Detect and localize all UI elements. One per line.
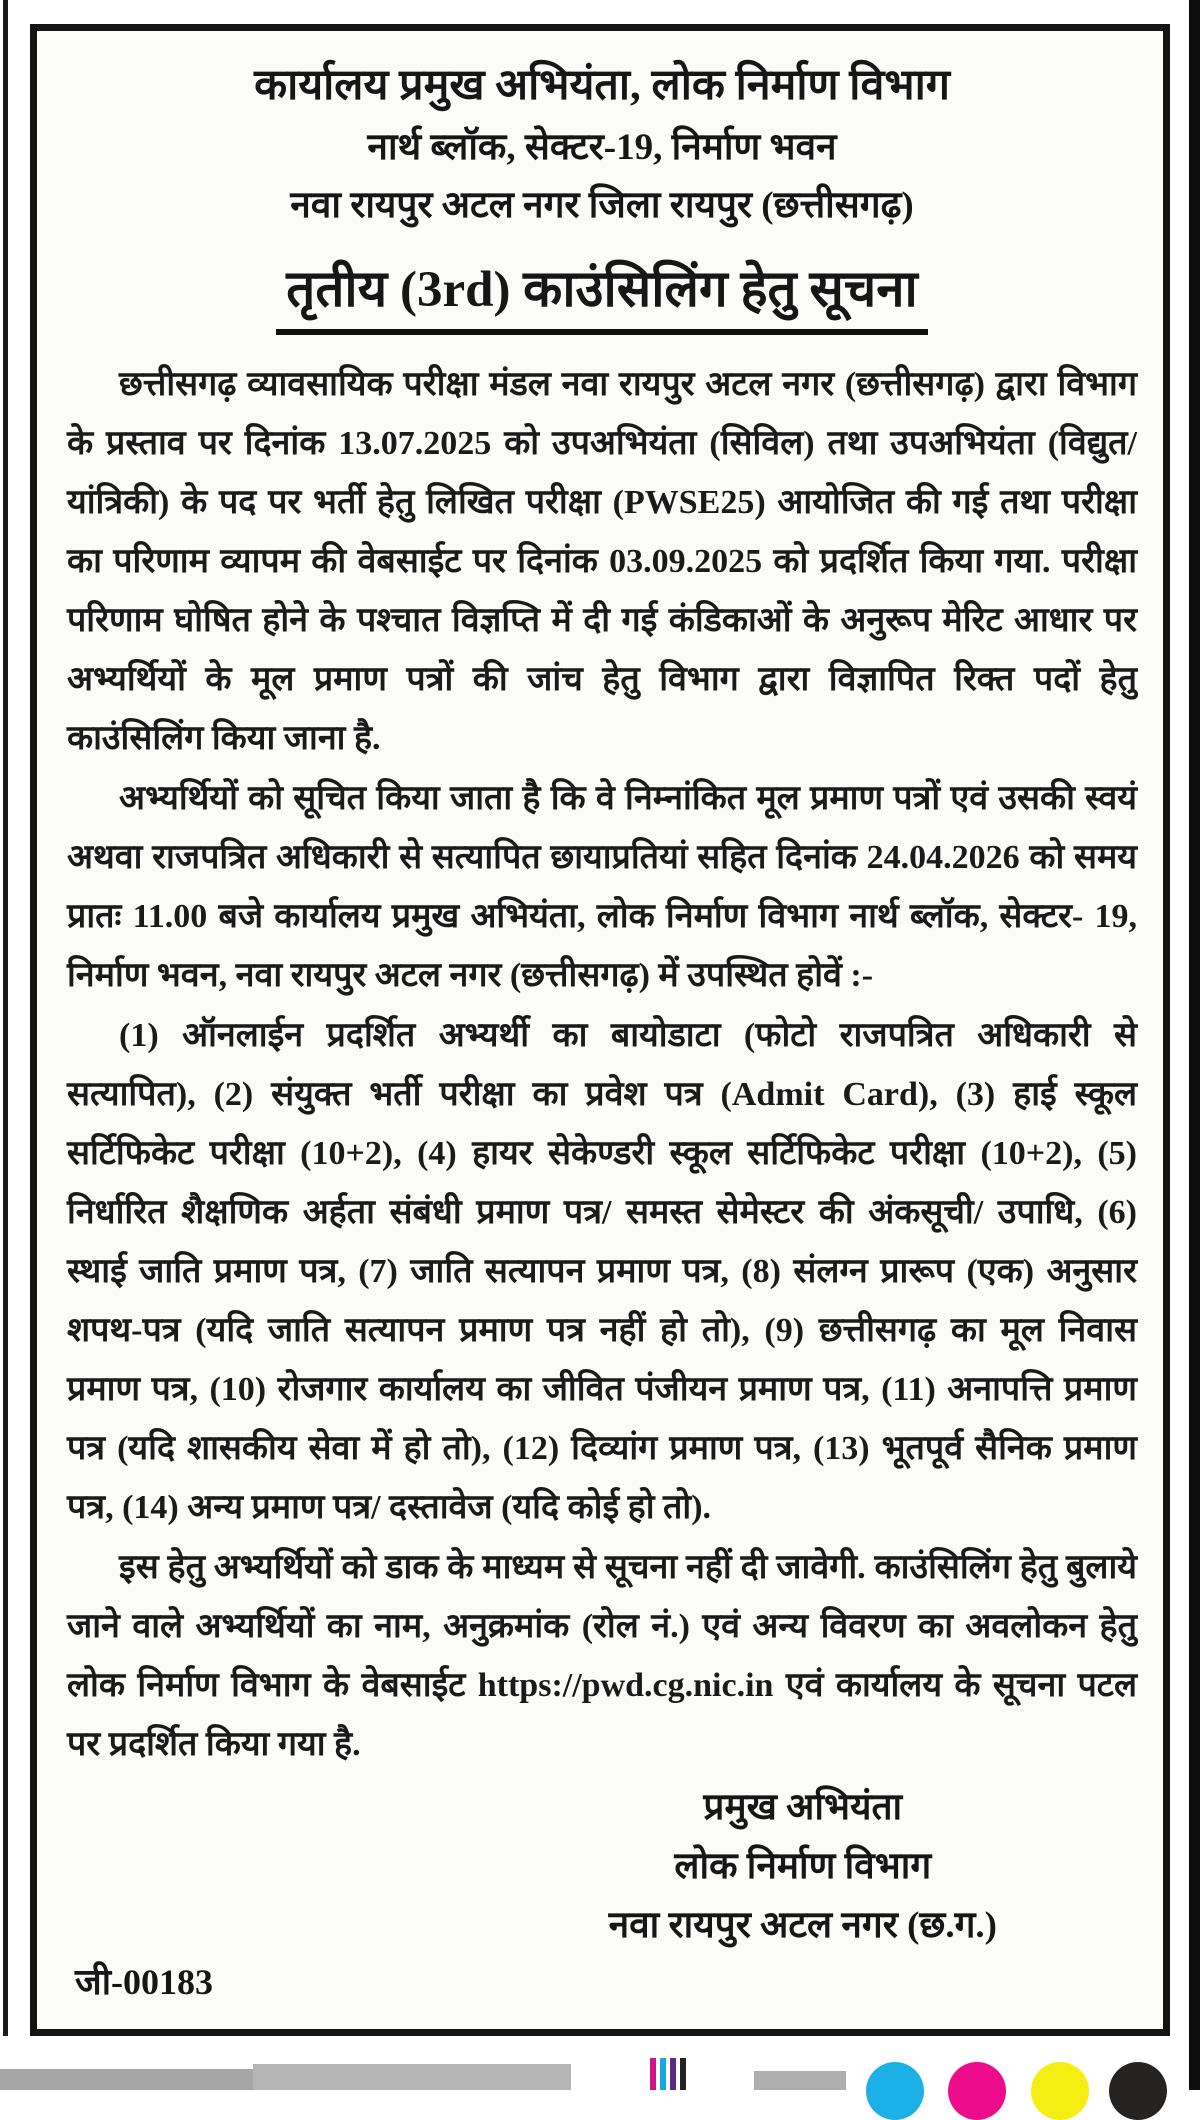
- signature-place: नवा रायपुर अटल नगर (छ.ग.): [608, 1905, 997, 1946]
- print-registration-barcode: [650, 2058, 686, 2090]
- barcode-stripe-black: [680, 2058, 686, 2090]
- advertisement-reference-number: जी-00183: [75, 1962, 214, 2002]
- print-registration-dot-cyan: [866, 2062, 924, 2120]
- office-address-line2: नवा रायपुर अटल नगर जिला रायपुर (छत्तीसगढ़): [290, 185, 914, 226]
- signature-designation: प्रमुख अभियंता: [703, 1787, 903, 1828]
- scan-edge-left-line: [3, 0, 8, 2036]
- print-strip-bar-left: [0, 2069, 253, 2090]
- signature-block: [609, 1778, 997, 1955]
- barcode-stripe-magenta: [650, 2058, 656, 2090]
- office-address-line1: नार्थ ब्लॉक, सेक्टर-19, निर्माण भवन: [367, 127, 837, 168]
- print-registration-dot-black: [1109, 2062, 1167, 2120]
- paragraph-exam-background: छत्तीसगढ़ व्यावसायिक परीक्षा मंडल नवा रायपुर अटल नगर (छत्तीसगढ़) द्वारा विभाग के प्रस्ताव पर दिनांक 13.07.2025 को उपअभियंता (सिविल) तथा उपअभियंता (विद्युत/ यांत्रिकी) के पद पर भर्ती हेतु लिखित परीक्षा (PWSE25) आयोजित की गई तथा परीक्षा का परिणाम व्यापम की वेबसाईट पर दिनांक 03.09.2025 को प्रदर्शित किया गया. परीक्षा परिणाम घोषित होने के पश्चात विज्ञप्ति में दी गई कंडिकाओं के अनुरूप मेरिट आधार पर अभ्यर्थियों के मूल प्रमाण पत्रों की जांच हेतु विभाग द्वारा विज्ञापित रिक्त पदों हेतु काउंसिलिंग किया जाना है.: [67, 366, 1137, 757]
- notice-title: तृतीय (3rd) काउंसिलिंग हेतु सूचना: [276, 259, 927, 335]
- barcode-stripe-cyan: [660, 2058, 666, 2090]
- office-name-heading: कार्यालय प्रमुख अभियंता, लोक निर्माण विभाग: [254, 62, 950, 109]
- scan-edge-right-band: [1189, 0, 1200, 2090]
- print-strip-bar-right: [754, 2071, 846, 2090]
- notice-document: [30, 24, 1170, 2036]
- notice-title-row: [67, 259, 1137, 335]
- barcode-stripe-violet: [670, 2058, 676, 2090]
- print-strip-bar-middle: [253, 2064, 571, 2090]
- print-registration-dot-magenta: [948, 2062, 1006, 2120]
- paragraph-website-notice: इस हेतु अभ्यर्थियों को डाक के माध्यम से सूचना नहीं दी जावेगी. काउंसिलिंग हेतु बुलाये जाने वाले अभ्यर्थियों का नाम, अनुक्रमांक (रोल नं.) एवं अन्य विवरण का अवलोकन हेतु लोक निर्माण विभाग के वेबसाईट https://pwd.cg.nic.in एवं कार्यालय के सूचना पटल पर प्रदर्शित किया गया है.: [67, 1549, 1137, 1763]
- paragraph-document-list: (1) ऑनलाईन प्रदर्शित अभ्यर्थी का बायोडाटा (फोटो राजपत्रित अधिकारी से सत्यापित), (2) संयुक्त भर्ती परीक्षा का प्रवेश पत्र (Admit Card), (3) हाई स्कूल सर्टिफिकेट परीक्षा (10+2), (4) हायर सेकेण्डरी स्कूल सर्टिफिकेट परीक्षा (10+2), (5) निर्धारित शैक्षणिक अर्हता संबंधी प्रमाण पत्र/ समस्त सेमेस्टर की अंकसूची/ उपाधि, (6) स्थाई जाति प्रमाण पत्र, (7) जाति सत्यापन प्रमाण पत्र, (8) संलग्न प्रारूप (एक) अनुसार शपथ-पत्र (यदि जाति सत्यापन प्रमाण पत्र नहीं हो तो), (9) छत्तीसगढ़ का मूल निवास प्रमाण पत्र, (10) रोजगार कार्यालय का जीवित पंजीयन प्रमाण पत्र, (11) अनापत्ति प्रमाण पत्र (यदि शासकीय सेवा में हो तो), (12) दिव्यांग प्रमाण पत्र, (13) भूतपूर्व सैनिक प्रमाण पत्र, (14) अन्य प्रमाण पत्र/ दस्तावेज (यदि कोई हो तो).: [67, 1017, 1137, 1526]
- print-registration-dot-yellow: [1031, 2062, 1089, 2120]
- paragraph-counselling-instructions: अभ्यर्थियों को सूचित किया जाता है कि वे निम्नांकित मूल प्रमाण पत्रों एवं उसकी स्वयं अथवा राजपत्रित अधिकारी से सत्यापित छायाप्रतियां सहित दिनांक 24.04.2026 को समय प्रातः 11.00 बजे कार्यालय प्रमुख अभियंता, लोक निर्माण विभाग नार्थ ब्लॉक, सेक्टर- 19, निर्माण भवन, नवा रायपुर अटल नगर (छत्तीसगढ़) में उपस्थित होवें :-: [67, 780, 1137, 994]
- signature-department: लोक निर्माण विभाग: [674, 1846, 932, 1887]
